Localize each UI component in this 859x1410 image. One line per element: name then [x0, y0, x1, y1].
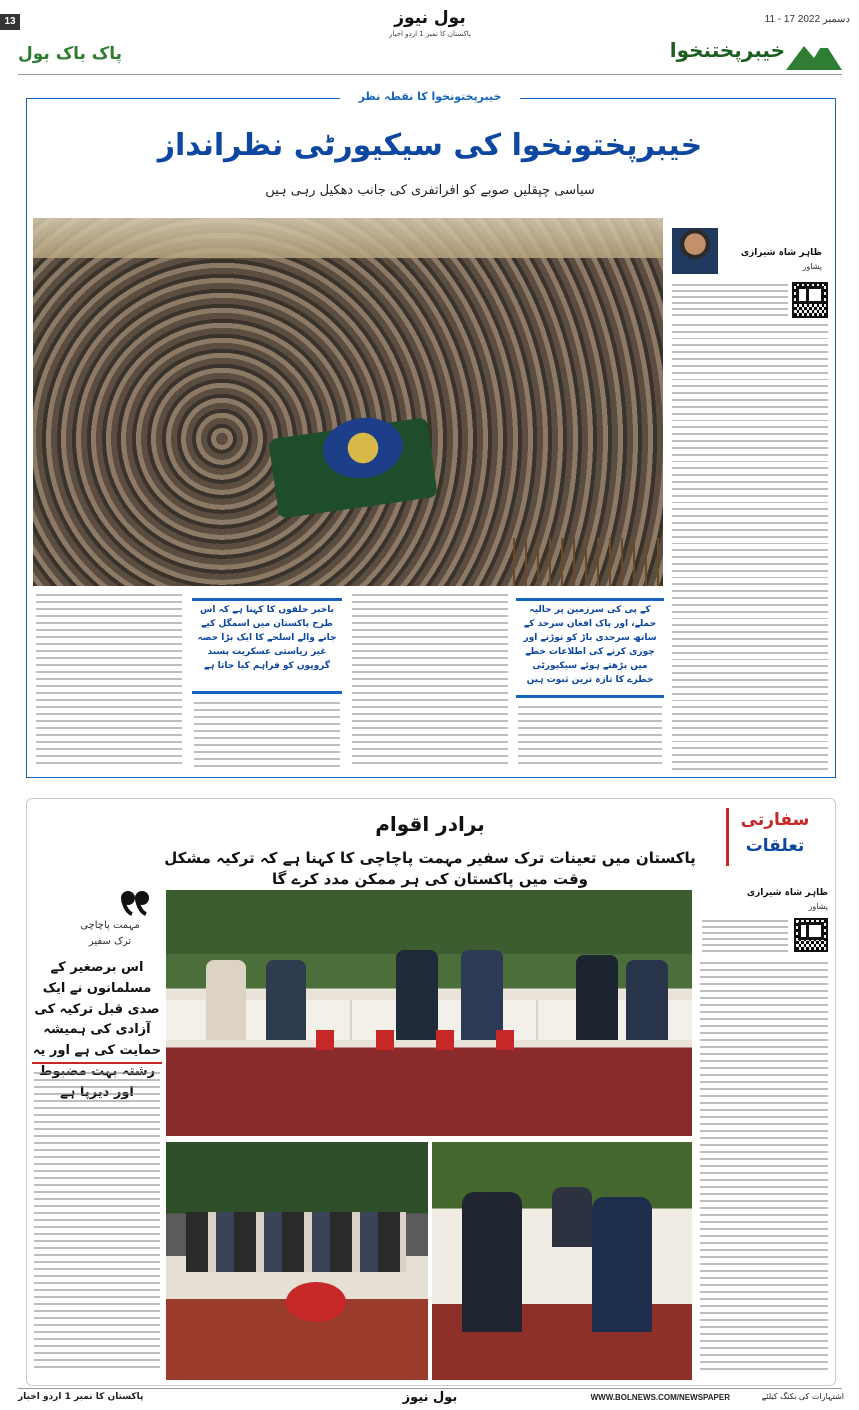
badge-line1: سفارتی: [740, 810, 810, 830]
page-number: 13: [0, 14, 20, 30]
section2-headline: پاکستان میں تعینات ترک سفیر مہمت پاچاچی کا کہنا ہے کہ ترکیہ مشکل وقت میں پاکستان کی ہر ممکن مدد کرے گا: [164, 849, 696, 888]
section2-kicker: برادر اقوام: [375, 812, 485, 836]
left-logo: پاک باک بول: [18, 44, 122, 64]
page-header: [0, 0, 859, 80]
quote-attrib-title: ترک سفیر: [88, 936, 132, 947]
article1-col-2: [192, 700, 342, 772]
qr-code: [792, 282, 828, 318]
funeral-gathering-photo: [33, 218, 663, 586]
article2-intro: [700, 918, 790, 958]
diplomatic-badge: [726, 808, 818, 866]
pullquote-right: کے پی کی سرزمین پر حالیہ حملے، اور پاک افغان سرحد کے ساتھ سرحدی باڑ کو توڑنے اور چوری کرنے کی اطلاعات خطے میں بڑھتے ہوئے سیکیورٹی خطرے کا تازہ ترین ثبوت ہیں: [523, 605, 657, 685]
ambassador-sofa-photo: [432, 1142, 692, 1380]
section1-label: خیبرپختونخوا کا نقطہ نظر: [340, 90, 520, 108]
article1-body-right-2: [670, 322, 830, 772]
mountain-icon: [786, 40, 842, 70]
section1-headline: خیبرپختونخوا کی سیکیورٹی نظرانداز: [157, 128, 703, 163]
masthead: بول نیوز: [394, 8, 466, 28]
article2-col-left: [32, 1070, 162, 1380]
pullquote-left: باخبر حلقوں کا کہنا ہے کہ اس طرح پاکستان میں اسمگل کیے جانے والے اسلحے کا ایک بڑا حصہ غیر ریاستی عسکریت پسند گروپوں کو فراہم کیا جاتا ہے: [197, 605, 337, 671]
article1-col-1: [34, 592, 184, 772]
article1-col-3: [350, 592, 510, 772]
footer-left: پاکستان کا نمبر 1 اردو اخبار: [18, 1392, 144, 1402]
footer-ads: اشتہارات کی بکنگ کیلئے: [761, 1392, 844, 1401]
quote-attrib-name: مہمت پاچاچی: [80, 920, 140, 931]
ambassador-meeting-photo: [166, 890, 692, 1136]
right-logo: خیبرپختنخوا: [669, 38, 785, 62]
author-portrait: [672, 228, 718, 274]
pull-quote: اس برصغیر کے مسلمانوں نے ایک صدی قبل ترکیہ کی آزادی کی ہمیشہ حمایت کی ہے اور یہ: [32, 958, 162, 1064]
footer-url[interactable]: WWW.BOLNEWS.COM/NEWSPAPER: [590, 1393, 730, 1402]
issue-date: 11 - 17 دسمبر 2022: [764, 14, 850, 25]
section1-subheadline: سیاسی چپقلیں صوبے کو افراتفری کی جانب دھکیل رہی ہیں: [265, 183, 595, 198]
author-name: ظاہر شاہ شیرازی: [740, 248, 822, 258]
author2-city: پشاور: [808, 902, 828, 911]
author-city: پشاور: [802, 262, 822, 271]
footer-masthead: بول نیوز: [402, 1390, 458, 1405]
badge-line2: تعلقات: [745, 836, 805, 856]
guests-seated-photo: [166, 1142, 428, 1380]
quote-mark-icon: [120, 890, 150, 916]
masthead-subtitle: پاکستان کا نمبر 1 اردو اخبار: [389, 30, 471, 38]
article1-body-right: [670, 282, 790, 322]
article1-col-4: [516, 704, 664, 772]
article2-col-right: [698, 960, 830, 1380]
author2-name: ظاہر شاہ شیرازی: [746, 888, 828, 898]
qr-code-2: [794, 918, 828, 952]
